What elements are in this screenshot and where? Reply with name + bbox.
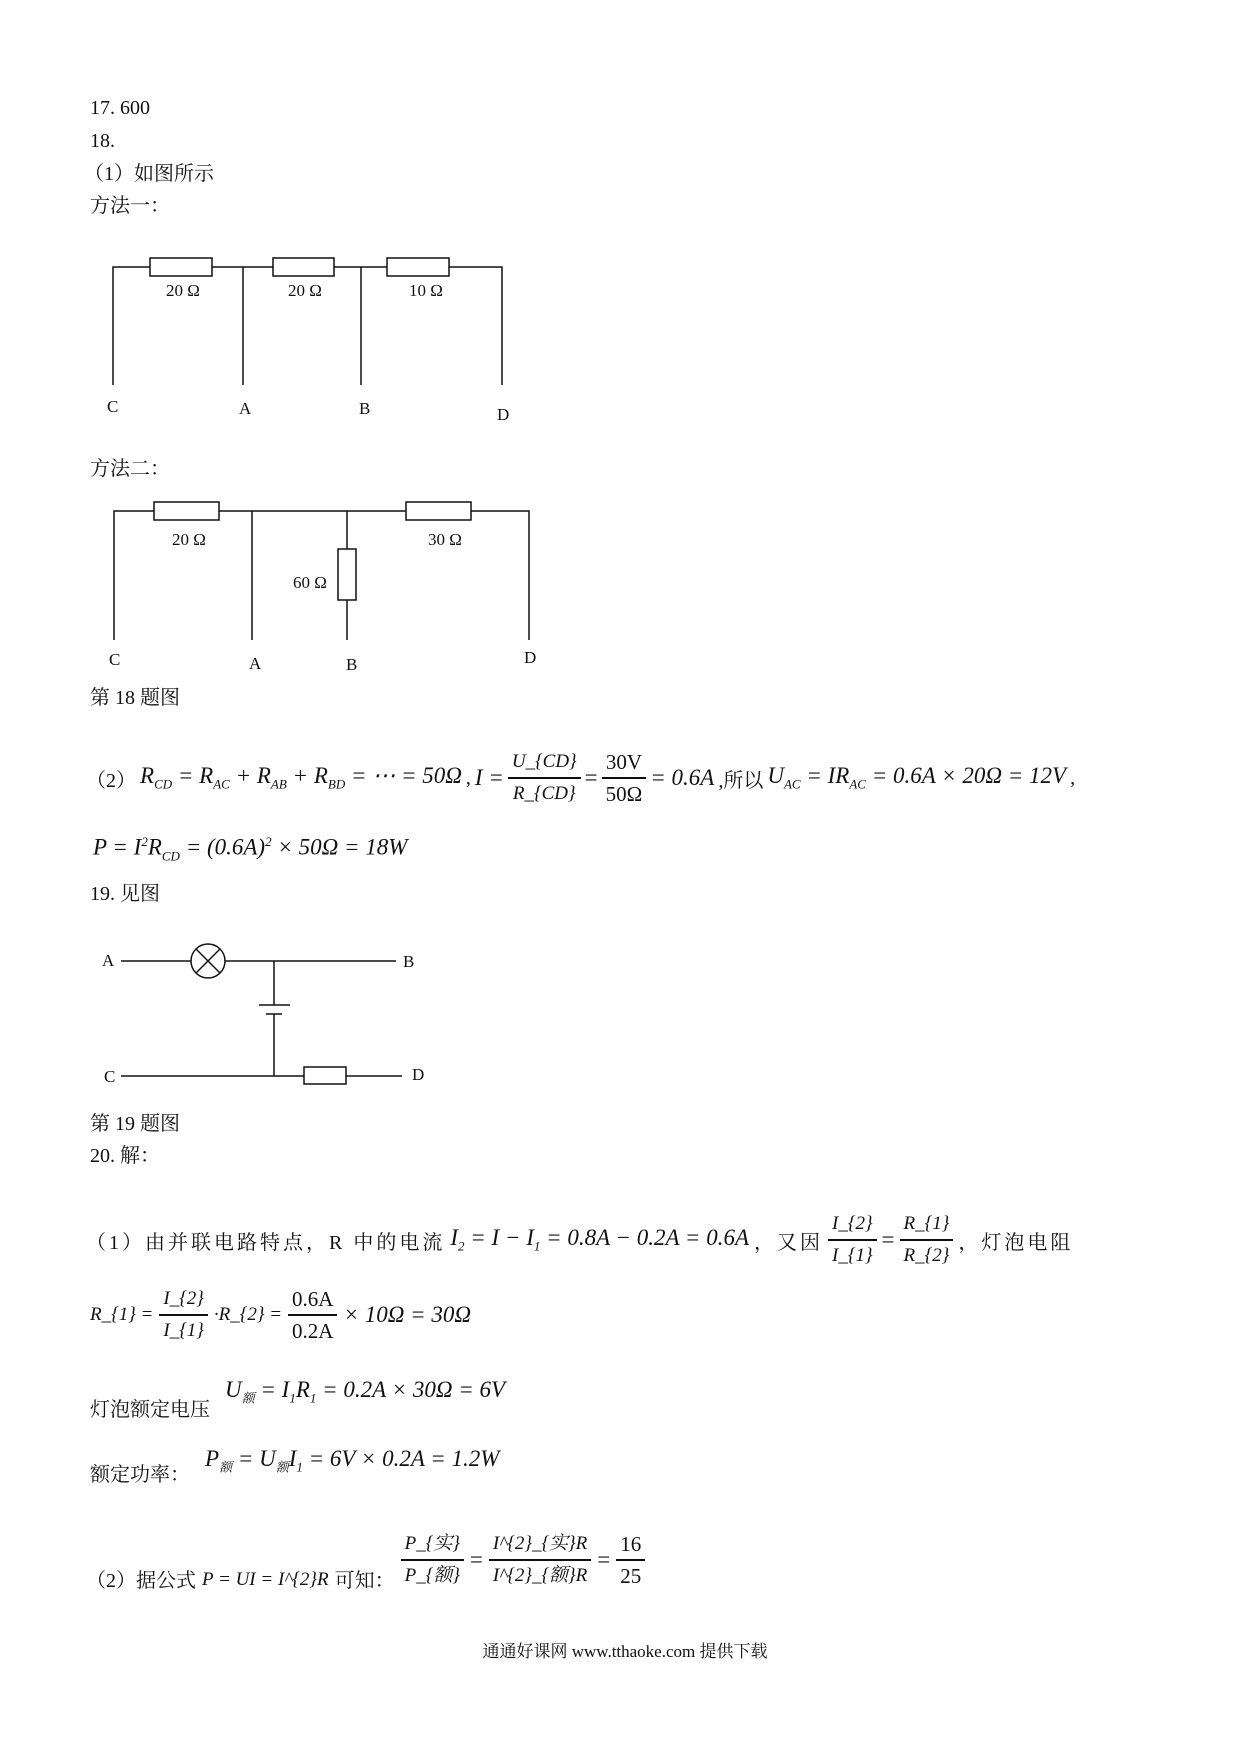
q20-p1-tail: ，灯泡电阻 <box>958 1231 1074 1254</box>
fraction-16-25 <box>616 1531 645 1589</box>
c1-terminal-b: B <box>359 399 371 418</box>
eq-rated-power: $P_额 = U_额I_1 = 6V \times 0.2A = 1.2W$ <box>205 1446 500 1475</box>
q20-p2-row <box>86 1515 645 1605</box>
eq-i-rhs: = 0.6A <box>650 765 715 790</box>
fraction-ucd-rcd <box>508 749 581 807</box>
fraction-denominator: P_{额} <box>404 1565 460 1586</box>
wire <box>449 267 502 385</box>
fraction-numerator: I_{2} <box>828 1211 877 1241</box>
q18-part2-label: （2） <box>86 769 136 792</box>
r1-equation-row <box>90 1270 471 1360</box>
fraction-denominator: R_{2} <box>903 1245 950 1266</box>
fraction-r1-r2 <box>900 1211 954 1269</box>
eq-p-ui: P = UI = I^{2}R <box>202 1569 329 1590</box>
q20-p2-label: （2）据公式 <box>86 1570 196 1592</box>
c3-terminal-c: C <box>104 1067 116 1086</box>
c2-r3-label: 30 Ω <box>428 530 462 549</box>
resistor-20 <box>154 502 219 520</box>
fraction-denominator: I_{1} <box>832 1245 873 1266</box>
rated-power-label: 额定功率： <box>90 1464 190 1486</box>
so-label: ,所以 <box>718 769 764 792</box>
c1-terminal-d: D <box>497 405 510 424</box>
q19-title: 19. 见图 <box>90 883 160 905</box>
c3-terminal-b: B <box>403 952 415 971</box>
q20-title: 20. 解： <box>90 1145 160 1167</box>
equals: = <box>881 1227 895 1252</box>
c1-r2-label: 20 Ω <box>288 281 322 300</box>
resistor-10 <box>387 258 449 276</box>
fraction-denominator: I^{2}_{额}R <box>492 1565 588 1586</box>
c1-terminal-a: A <box>239 399 252 418</box>
c2-terminal-d: D <box>524 648 537 667</box>
fraction-denominator: 50Ω <box>605 782 643 806</box>
fraction-numerator: I^{2}_{实}R <box>489 1531 591 1561</box>
resistor-20 <box>150 258 212 276</box>
footer-source: 通通好课网 www.tthaoke.com 提供下载 <box>482 1642 768 1661</box>
c2-terminal-a: A <box>249 654 262 673</box>
resistor <box>304 1067 346 1084</box>
fraction-numerator: U_{CD} <box>508 749 581 779</box>
fraction-numerator: I_{2} <box>159 1286 208 1316</box>
known-label: 可知： <box>334 1570 395 1592</box>
equals: = <box>584 765 598 790</box>
eq-r1-lhs: R_{1} = <box>90 1304 154 1325</box>
figure-18-caption: 第 18 题图 <box>90 687 180 709</box>
equals: = <box>469 1547 483 1572</box>
c3-terminal-a: A <box>102 951 115 970</box>
comma: , <box>1070 766 1076 789</box>
fraction-numerator: P_{实} <box>401 1531 464 1561</box>
circuit-19 <box>121 944 402 1084</box>
eq-rcd: $R_{CD} = R_{AC} + R_{AB} + R_{BD}$ = ⋯ = 50Ω <box>140 763 462 792</box>
c1-r3-label: 10 Ω <box>409 281 443 300</box>
method2-label: 方法二： <box>90 458 170 480</box>
eq-power: $P = I^2R_{CD} = (0.6A)^2 \times 50\Omega = 18W$ <box>93 834 408 864</box>
fraction-06-02 <box>288 1286 337 1344</box>
wire <box>113 267 150 385</box>
fraction-numerator: R_{1} <box>900 1211 954 1241</box>
fraction-numerator: 16 <box>616 1531 645 1561</box>
resistor-20b <box>273 258 334 276</box>
equals: = <box>597 1547 611 1572</box>
eq-rated-voltage: $U_额 = I_1R_1 = 0.2A \times 30\Omega = 6V$ <box>225 1377 506 1406</box>
c1-terminal-c: C <box>107 397 119 416</box>
q18-number: 18. <box>90 130 115 152</box>
because-label: ，又因 <box>754 1231 824 1254</box>
fraction-denominator: R_{CD} <box>512 783 576 804</box>
eq-r1-rhs: × 10Ω = 30Ω <box>343 1302 472 1327</box>
c1-r1-label: 20 Ω <box>166 281 200 300</box>
eq-i-lhs: I = <box>474 765 504 790</box>
c2-r1-label: 20 Ω <box>172 530 206 549</box>
fraction-denominator: 25 <box>620 1564 642 1588</box>
fraction-numerator: 0.6A <box>288 1286 337 1316</box>
comma: , <box>465 766 471 789</box>
resistor-60 <box>338 549 356 600</box>
fraction-denominator: I_{1} <box>163 1320 204 1341</box>
fraction-denominator: 0.2A <box>292 1319 334 1343</box>
fraction-30v-50ohm <box>602 749 647 807</box>
wire <box>114 511 154 640</box>
eq-uac: $U_{AC} = IR_{AC} = 0.6A \times 20\Omega = 12V$ <box>767 763 1067 792</box>
figure-19-caption: 第 19 题图 <box>90 1113 180 1135</box>
fraction-i2-i1 <box>828 1211 877 1269</box>
fraction-p-ratio <box>401 1531 464 1589</box>
resistor-30 <box>406 502 471 520</box>
circuit-1 <box>113 258 502 385</box>
fraction-i-ratio <box>489 1531 591 1589</box>
eq-r1-mid: ·R_{2} = <box>213 1304 283 1325</box>
method1-label: 方法一： <box>90 195 170 217</box>
answer-17: 17. 600 <box>90 97 150 119</box>
eq-i2: $I_2 = I - I_1 = 0.8A - 0.2A = 0.6A$ <box>450 1225 750 1254</box>
c3-terminal-d: D <box>412 1065 425 1084</box>
c2-terminal-c: C <box>109 650 121 669</box>
q18-part2-row <box>86 728 1075 828</box>
fraction-numerator: 30V <box>602 749 646 779</box>
c2-terminal-b: B <box>346 655 358 674</box>
fraction-i2-i1 <box>159 1286 208 1344</box>
wire <box>471 511 529 640</box>
c2-r2-label: 60 Ω <box>293 573 327 592</box>
rated-voltage-label: 灯泡额定电压 <box>90 1399 210 1421</box>
q18-part1: （1）如图所示 <box>84 163 214 185</box>
q20-p1-text: （1）由并联电路特点，R 中的电流 <box>86 1231 446 1254</box>
